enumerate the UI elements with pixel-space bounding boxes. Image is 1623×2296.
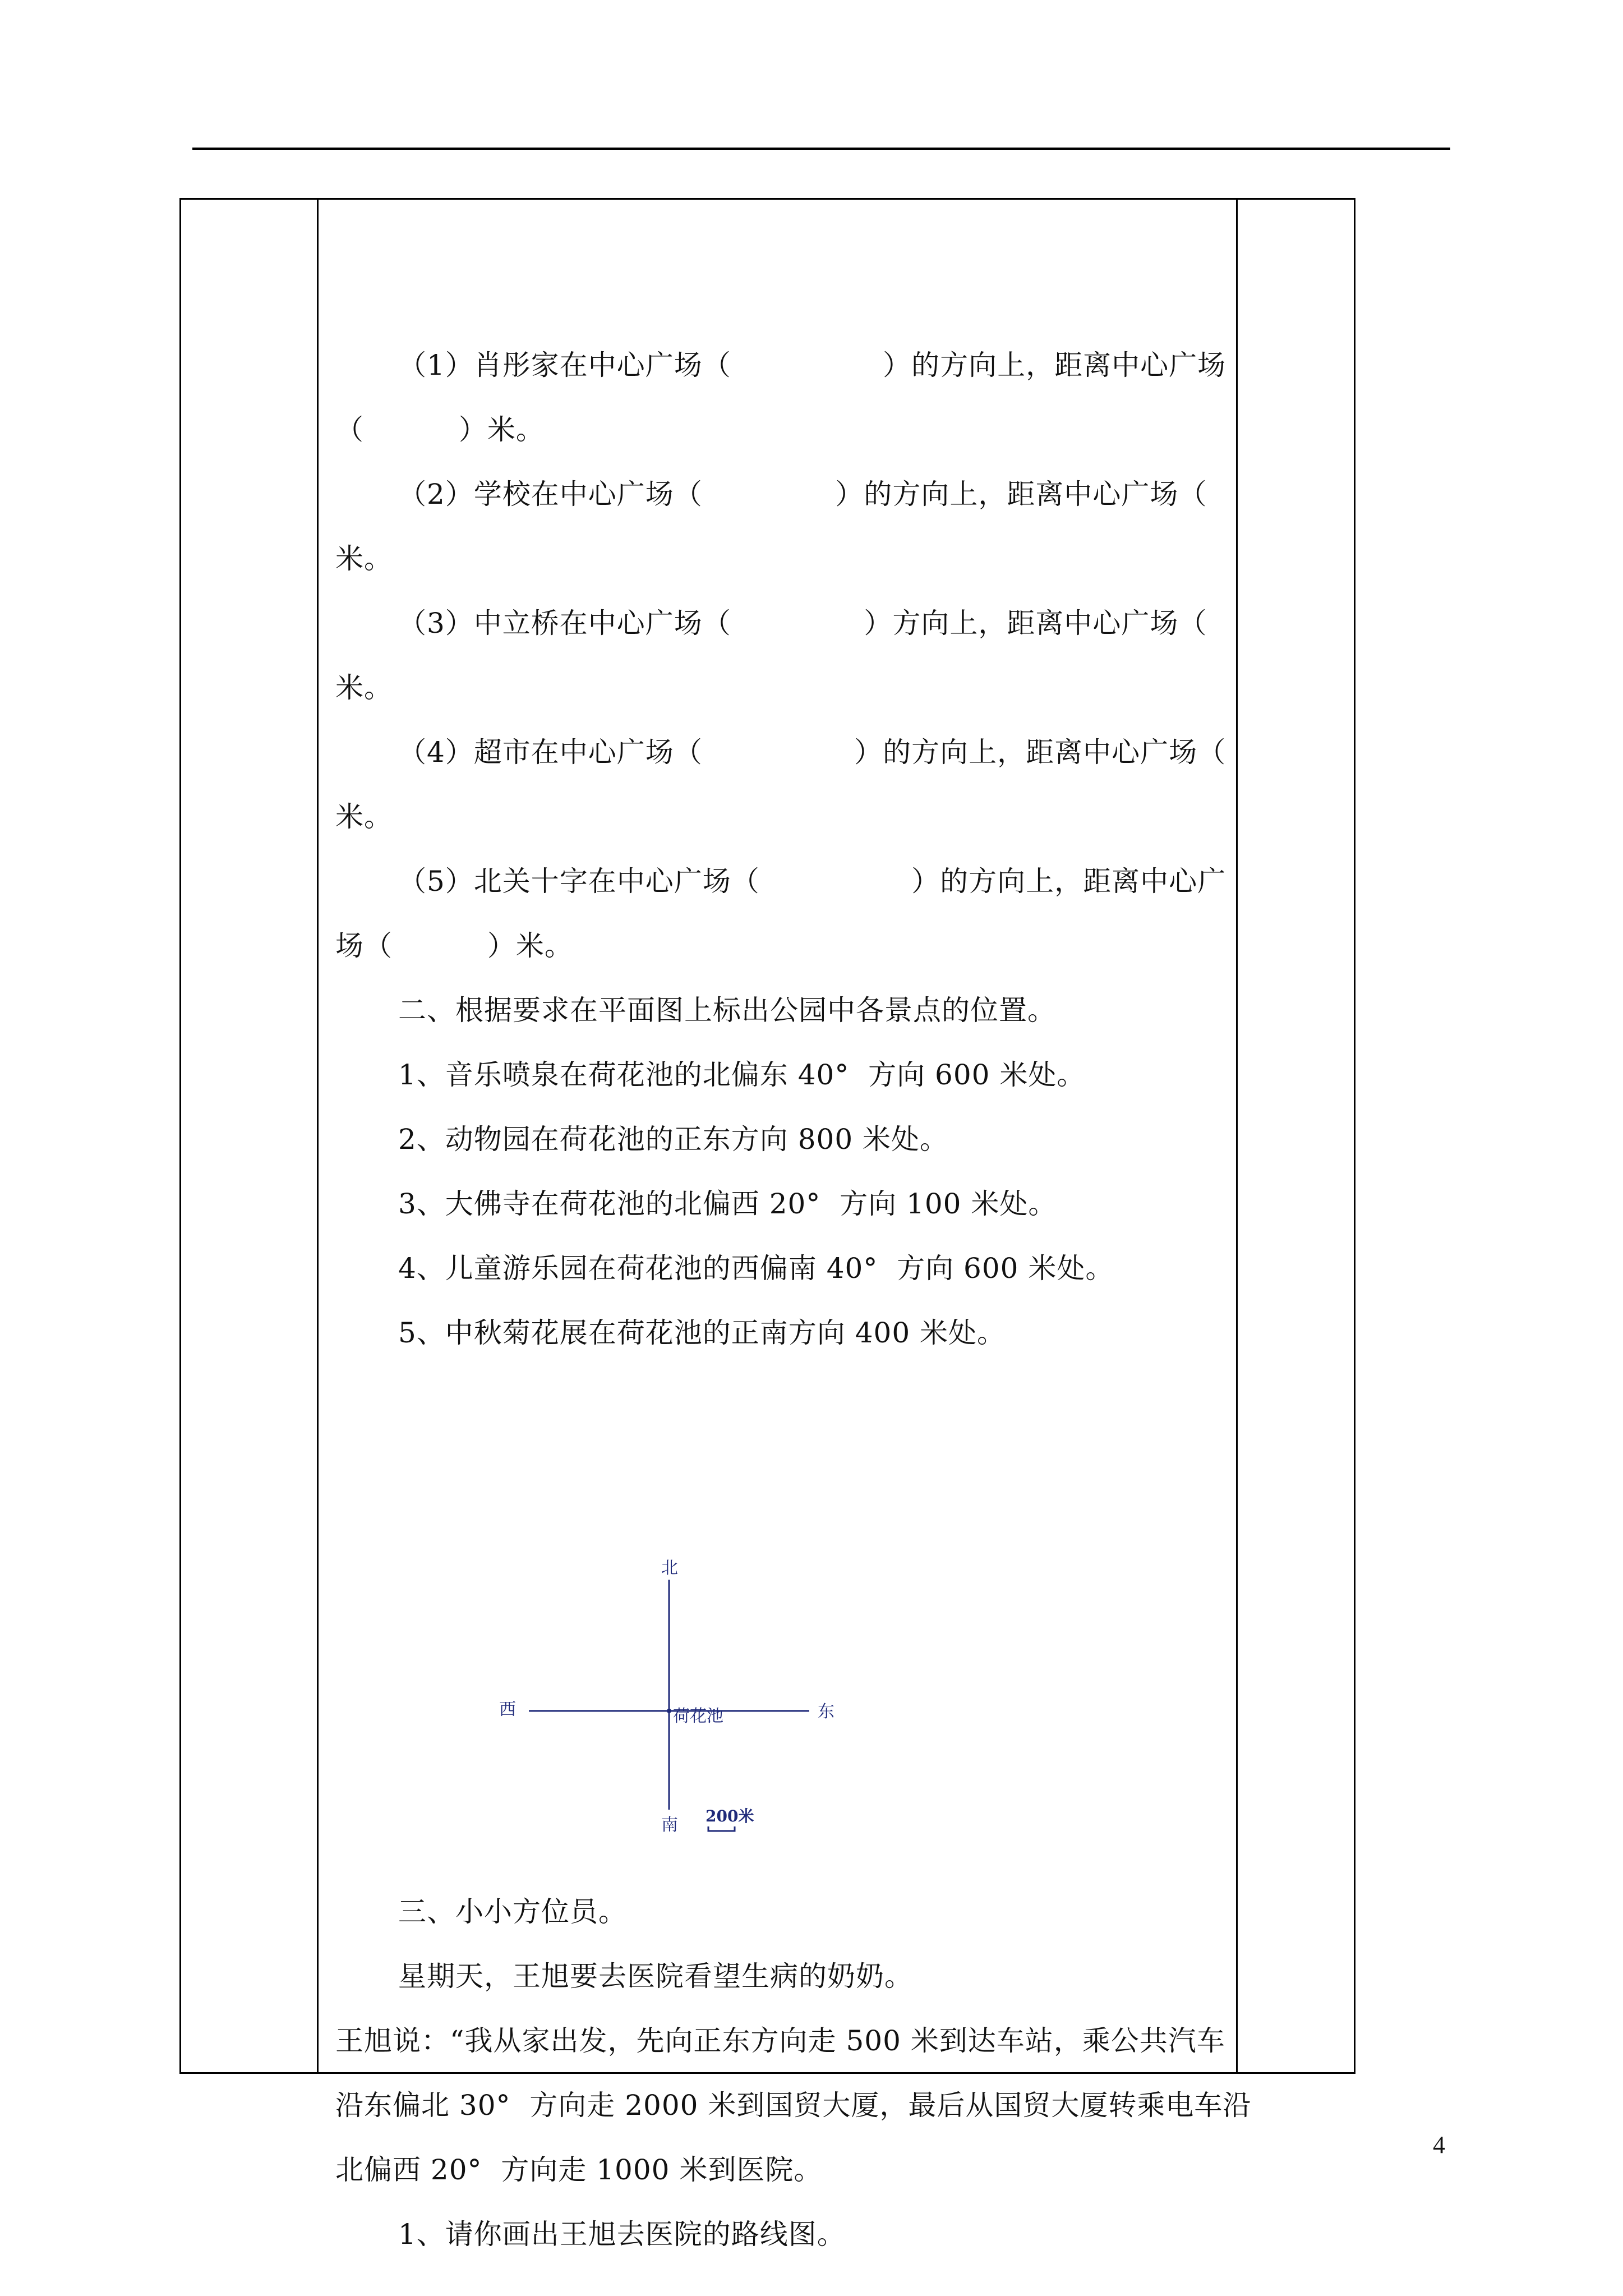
q4-line2: 米。 (335, 800, 393, 833)
table-right-column (1236, 200, 1354, 2072)
header-rule (192, 148, 1450, 150)
q1-line2: （ ）米。 (335, 413, 545, 446)
section2-item-5: 5、中秋菊花展在荷花池的正南方向 400 米处。 (398, 1317, 1006, 1349)
section3-story-line3: 北偏西 20° 方向走 1000 米到医院。 (335, 2154, 823, 2186)
section3-content (335, 1880, 1252, 2267)
section2-item-3: 3、大佛寺在荷花池的北偏西 20° 方向 100 米处。 (398, 1188, 1057, 1220)
q2-line1: （2）学校在中心广场（ ）的方向上，距离中心广场（ (398, 478, 1207, 510)
compass-south-label: 南 (661, 1815, 678, 1835)
compass-north-label: 北 (661, 1558, 678, 1578)
section3-task1: 1、请你画出王旭去医院的路线图。 (398, 2218, 846, 2251)
compass-diagram (481, 1558, 1042, 1843)
table-left-column (181, 200, 319, 2072)
compass-west-label: 西 (499, 1700, 516, 1719)
q4-line1: （4）超市在中心广场（ ）的方向上，距离中心广场（ (398, 736, 1227, 769)
compass-center-label: 荷花池 (673, 1706, 723, 1726)
worksheet-content (335, 333, 1227, 1365)
worksheet-table (179, 198, 1355, 2251)
scale-bar-label: 200米 (706, 1807, 754, 1825)
section3-heading: 三、小小方位员。 (398, 1895, 627, 1928)
section3-story-line2: 沿东偏北 30° 方向走 2000 米到国贸大厦，最后从国贸大厦转乘电车沿 (335, 2089, 1252, 2122)
page-number: 4 (1433, 2131, 1445, 2159)
q5-line2: 场（ ）米。 (335, 930, 573, 962)
section3-story-line1: 王旭说：“我从家出发，先向正东方向走 500 米到达车站，乘公共汽车 (335, 2024, 1225, 2057)
section3-intro: 星期天，王旭要去医院看望生病的奶奶。 (398, 1960, 913, 1993)
table-main-column (319, 200, 1252, 2251)
q2-line2: 米。 (335, 542, 393, 575)
section2-item-2: 2、动物园在荷花池的正东方向 800 米处。 (398, 1123, 949, 1156)
q5-line1: （5）北关十字在中心广场（ ）的方向上，距离中心广 (398, 865, 1227, 898)
section2-item-4: 4、儿童游乐园在荷花池的西偏南 40° 方向 600 米处。 (398, 1252, 1114, 1285)
q3-line1: （3）中立桥在中心广场（ ）方向上，距离中心广场（ (398, 607, 1207, 639)
q1-line1: （1）肖彤家在中心广场（ ）的方向上，距离中心广场 (398, 349, 1227, 381)
compass-east-label: 东 (818, 1702, 834, 1722)
q3-line2: 米。 (335, 671, 393, 704)
section2-item-1: 1、音乐喷泉在荷花池的北偏东 40° 方向 600 米处。 (398, 1059, 1086, 1091)
compass-axes (481, 1563, 1042, 1843)
section2-heading: 二、根据要求在平面图上标出公园中各景点的位置。 (398, 994, 1056, 1027)
